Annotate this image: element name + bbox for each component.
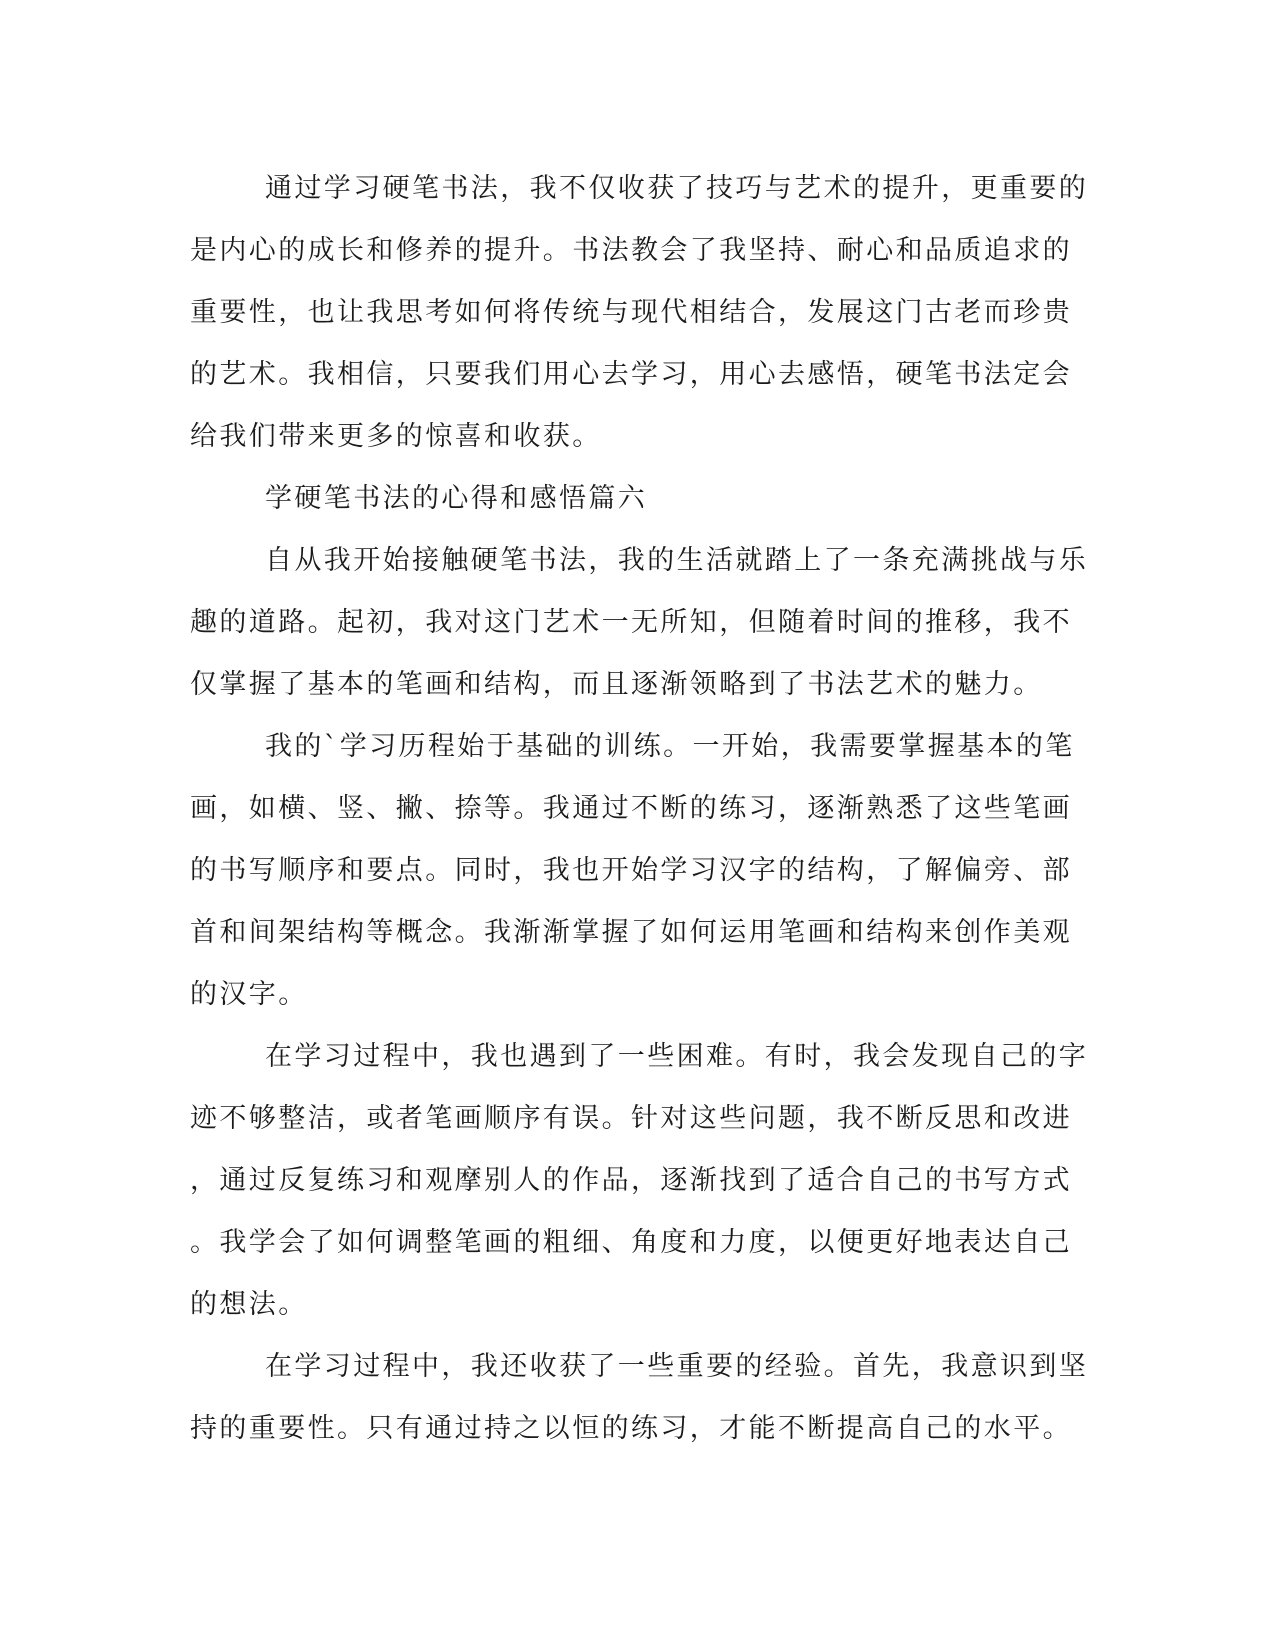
paragraph-line: 仅掌握了基本的笔画和结构，而且逐渐领略到了书法艺术的魅力。: [190, 669, 1043, 700]
paragraph-line: 持的重要性。只有通过持之以恒的练习，才能不断提高自己的水平。: [190, 1413, 1072, 1444]
paragraph-line: 。我学会了如何调整笔画的粗细、角度和力度，以便更好地表达自己: [190, 1227, 1072, 1258]
paragraph-line: 是内心的成长和修养的提升。书法教会了我坚持、耐心和品质追求的: [190, 235, 1072, 266]
paragraph-line: 趣的道路。起初，我对这门艺术一无所知，但随着时间的推移，我不: [190, 607, 1072, 638]
paragraph-line: 我的`学习历程始于基础的训练。一开始，我需要掌握基本的笔: [265, 731, 1075, 762]
paragraph-line: ，通过反复练习和观摩别人的作品，逐渐找到了适合自己的书写方式: [190, 1165, 1072, 1196]
paragraph-line: 给我们带来更多的惊喜和收获。: [190, 421, 602, 452]
paragraph-line: 在学习过程中，我也遇到了一些困难。有时，我会发现自己的字: [265, 1041, 1089, 1072]
paragraph-line: 的想法。: [190, 1289, 308, 1320]
paragraph-line: 自从我开始接触硬笔书法，我的生活就踏上了一条充满挑战与乐: [265, 545, 1089, 576]
section-heading: 学硬笔书法的心得和感悟篇六: [265, 483, 648, 514]
document-body: [190, 158, 1089, 1460]
paragraph-line: 的汉字。: [190, 979, 308, 1010]
paragraph-line: 的书写顺序和要点。同时，我也开始学习汉字的结构，了解偏旁、部: [190, 855, 1072, 886]
paragraph-line: 画，如横、竖、撇、捺等。我通过不断的练习，逐渐熟悉了这些笔画: [190, 793, 1072, 824]
paragraph-line: 在学习过程中，我还收获了一些重要的经验。首先，我意识到坚: [265, 1351, 1089, 1382]
paragraph-line: 迹不够整洁，或者笔画顺序有误。针对这些问题，我不断反思和改进: [190, 1103, 1072, 1134]
paragraph-line: 首和间架结构等概念。我渐渐掌握了如何运用笔画和结构来创作美观: [190, 917, 1072, 948]
paragraph-line: 的艺术。我相信，只要我们用心去学习，用心去感悟，硬笔书法定会: [190, 359, 1072, 390]
paragraph-line: 通过学习硬笔书法，我不仅收获了技巧与艺术的提升，更重要的: [265, 173, 1089, 204]
paragraph-line: 重要性，也让我思考如何将传统与现代相结合，发展这门古老而珍贵: [190, 297, 1072, 328]
